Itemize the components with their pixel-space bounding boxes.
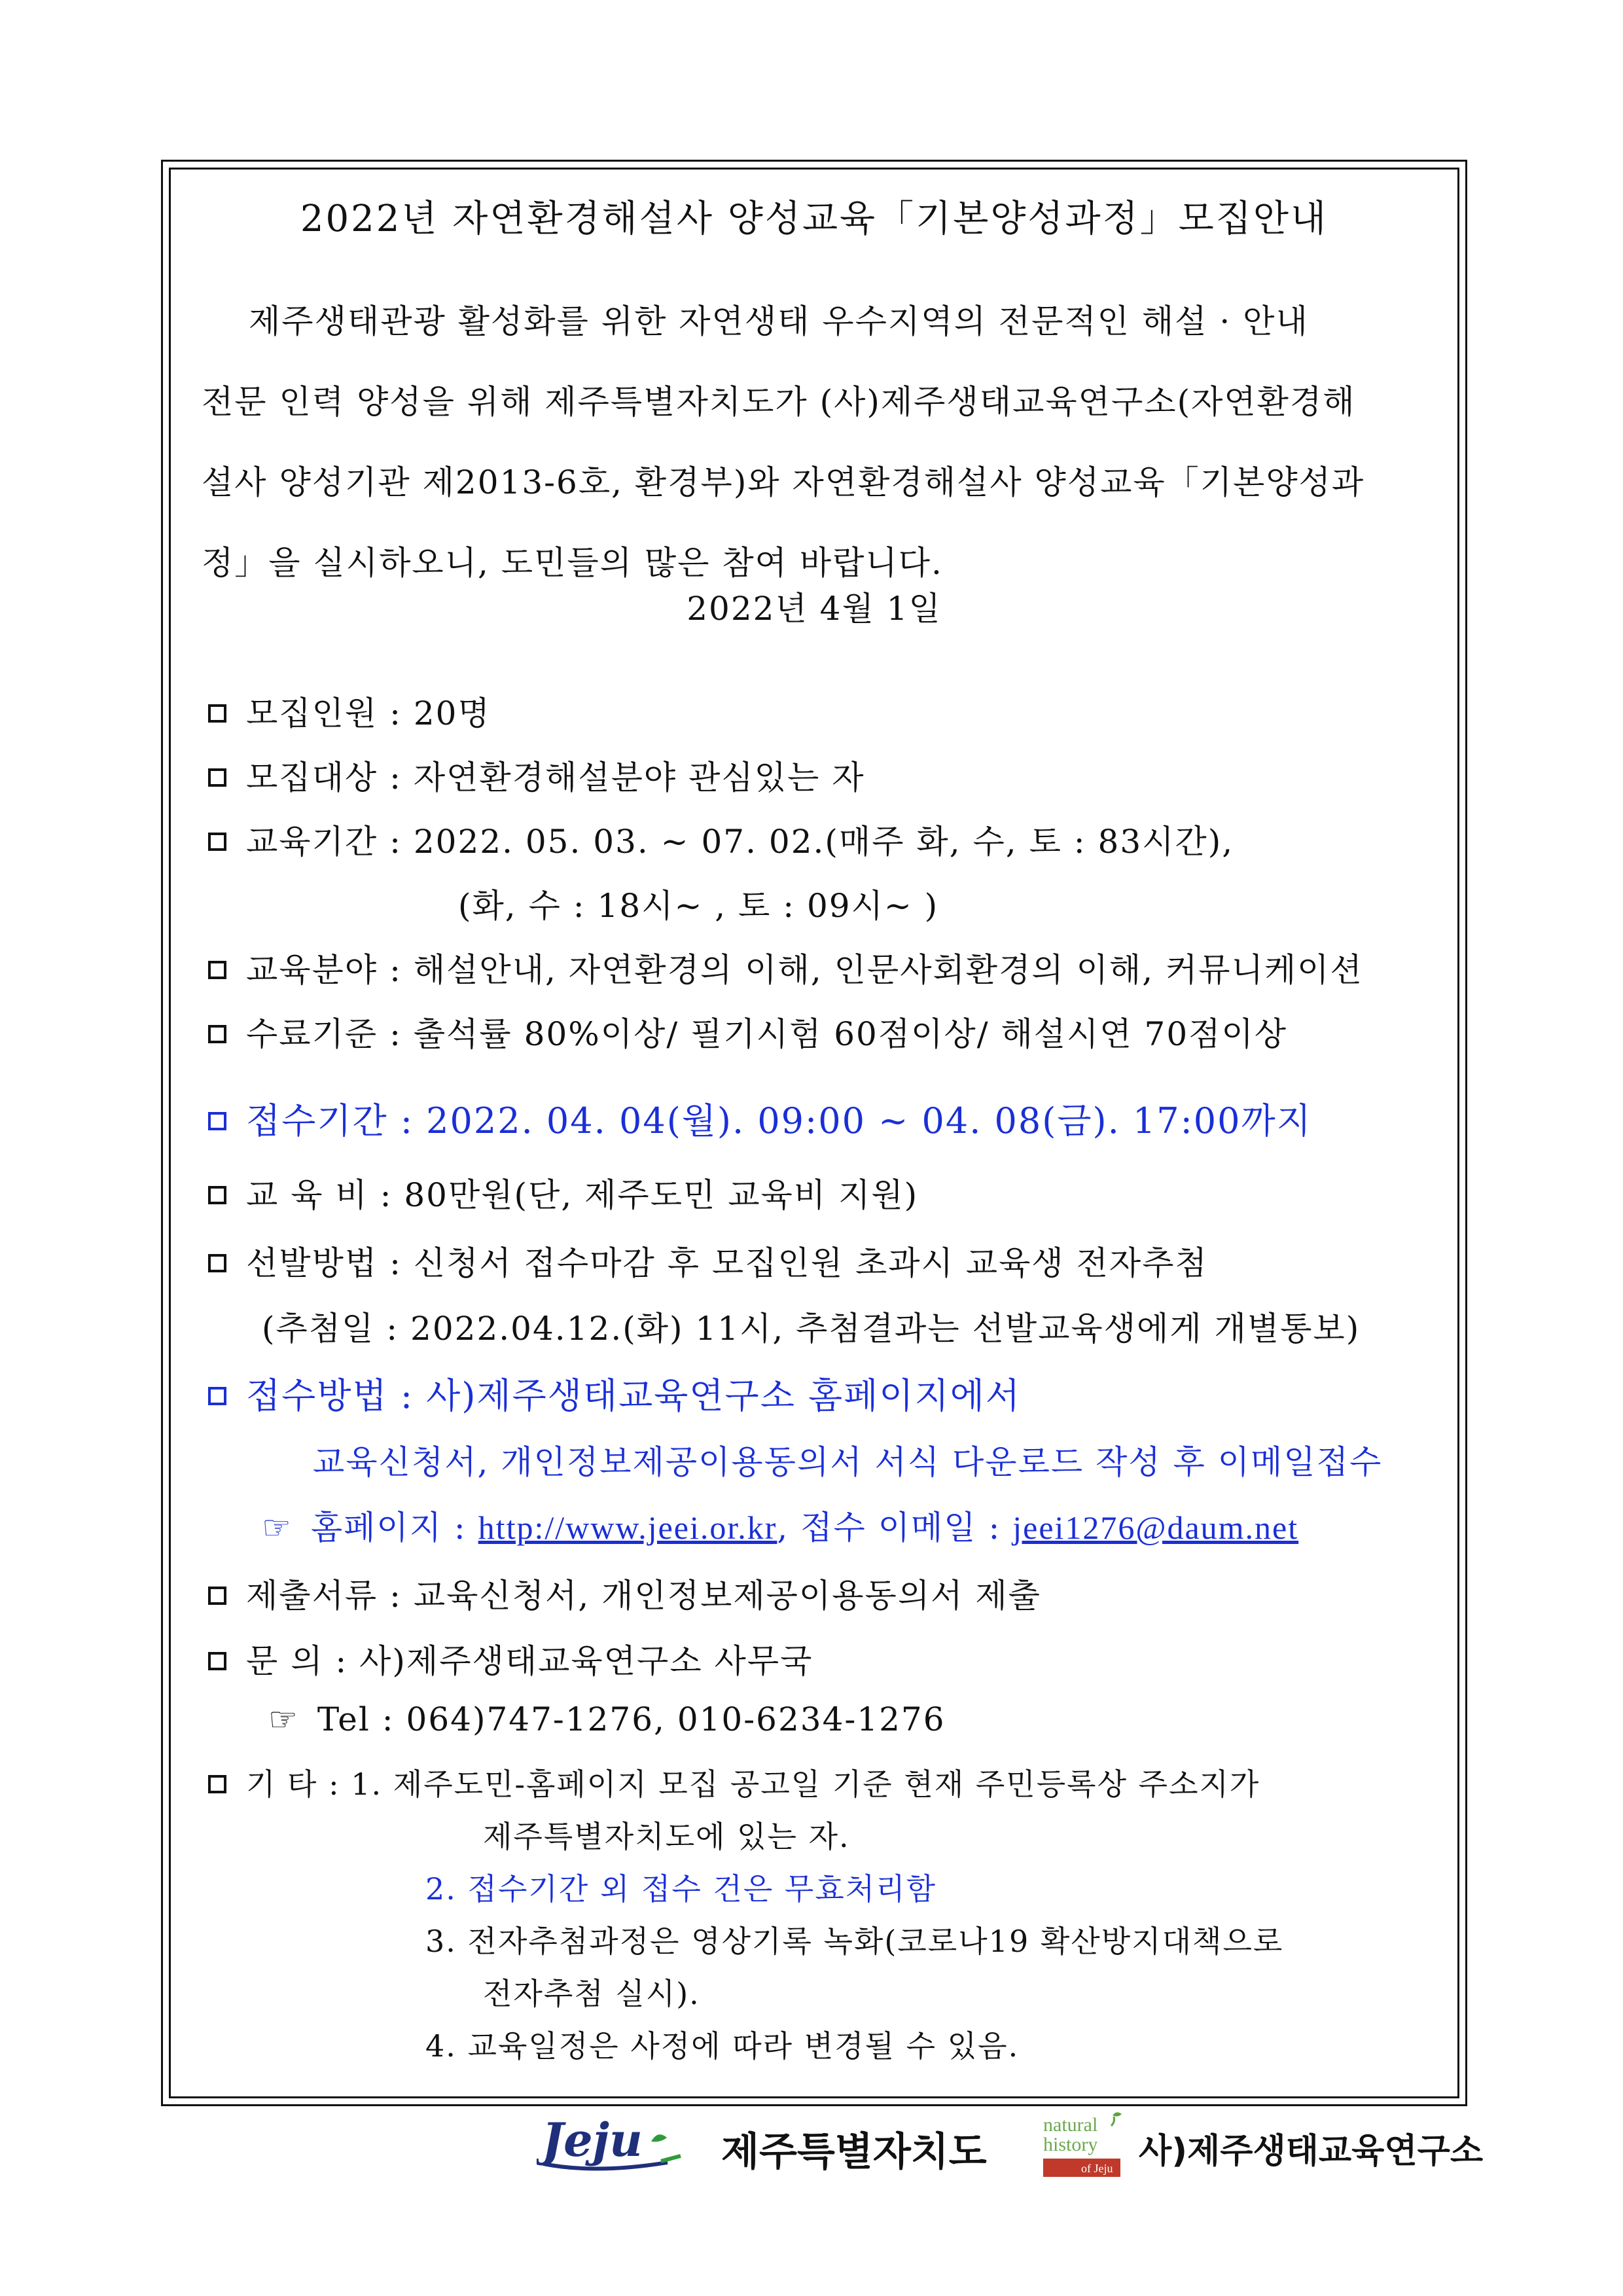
item-tel: ☞ Tel : 064)747-1276, 010-6234-1276 (268, 1700, 946, 1738)
jeju-logo (537, 2115, 700, 2174)
item-field: 교육분야 : 해설안내, 자연환경의 이해, 인문사회환경의 이해, 커뮤니케이션 (208, 944, 1363, 991)
item-period-time: (화, 수 : 18시~ , 토 : 09시~ ) (458, 887, 939, 925)
checkbox-icon (208, 1587, 226, 1605)
item-selection-note: (추첨일 : 2022.04.12.(화) 11시, 추첨결과는 선발교육생에게 개별통보) (262, 1310, 1361, 1348)
email-link[interactable]: jeei1276@daum.net (1012, 1509, 1299, 1546)
item-fee: 교 육 비 : 80만원(단, 제주도민 교육비 지원) (208, 1169, 918, 1216)
homepage-link[interactable]: http://www.jeei.or.kr (478, 1509, 777, 1546)
checkbox-icon (208, 1254, 226, 1272)
svg-text:of Jeju: of Jeju (1081, 2162, 1113, 2175)
checkbox-icon (208, 704, 226, 723)
item-target: 모집대상 : 자연환경해설분야 관심있는 자 (208, 751, 865, 798)
notice-title: 2022년 자연환경해설사 양성교육「기본양성과정」모집안내 (300, 198, 1329, 240)
intro-line: 정」을 실시하오니, 도민들의 많은 참여 바랍니다. (202, 544, 943, 582)
checkbox-icon (208, 1112, 226, 1130)
checkbox-icon (208, 1025, 226, 1043)
checkbox-icon (208, 833, 226, 851)
notice-date: 2022년 4월 1일 (687, 590, 942, 628)
svg-text:history: history (1043, 2134, 1098, 2155)
item-application-method: 접수방법 : 사)제주생태교육연구소 홈페이지에서 (208, 1368, 1021, 1418)
item-recruit-count: 모집인원 : 20명 (208, 687, 491, 734)
checkbox-icon (208, 768, 226, 787)
item-documents: 제출서류 : 교육신청서, 개인정보제공이용동의서 제출 (208, 1570, 1041, 1617)
province-name: 제주특별자치도 (721, 2129, 987, 2175)
intro-line: 전문 인력 양성을 위해 제주특별자치도가 (사)제주생태교육연구소(자연환경해 (202, 383, 1356, 421)
item-etc-2: 2. 접수기간 외 접수 건은 무효처리함 (425, 1871, 937, 1907)
item-etc: 기 타 : 1. 제주도민-홈페이지 모집 공고일 기준 현재 주민등록상 주소지가 (208, 1761, 1260, 1804)
intro-paragraph (202, 281, 1425, 603)
svg-text:natural: natural (1043, 2114, 1098, 2136)
intro-line: 제주생태관광 활성화를 위한 자연생태 우수지역의 전문적인 해설 · 안내 (249, 302, 1309, 340)
item-inquiry: 문 의 : 사)제주생태교육연구소 사무국 (208, 1635, 813, 1682)
item-period: 교육기간 : 2022. 05. 03. ~ 07. 02.(매주 화, 수, 토 : 83시간), (208, 816, 1234, 863)
checkbox-icon (208, 1775, 226, 1793)
checkbox-icon (208, 1186, 226, 1204)
pointing-hand-icon: ☞ (262, 1509, 293, 1547)
item-etc-3b: 전자추첨 실시). (483, 1976, 700, 2011)
natural-history-logo (1041, 2109, 1132, 2181)
item-selection: 선발방법 : 신청서 접수마감 후 모집인원 초과시 교육생 전자추첨 (208, 1237, 1208, 1284)
item-etc-4: 4. 교육일정은 사정에 따라 변경될 수 있음. (425, 2028, 1020, 2064)
intro-line: 설사 양성기관 제2013-6호, 환경부)와 자연환경해설사 양성교육「기본양성과 (202, 463, 1365, 501)
checkbox-icon (208, 1387, 226, 1405)
item-reception-period: 접수기간 : 2022. 04. 04(월). 09:00 ~ 04. 08(금). 17:00까지 (208, 1093, 1312, 1143)
checkbox-icon (208, 961, 226, 979)
item-completion: 수료기준 : 출석률 80%이상/ 필기시험 60점이상/ 해설시연 70점이상 (208, 1008, 1287, 1055)
item-etc-1b: 제주특별자치도에 있는 자. (483, 1819, 850, 1854)
item-method-detail: 교육신청서, 개인정보제공이용동의서 서식 다운로드 작성 후 이메일접수 (313, 1443, 1383, 1481)
item-etc-3a: 3. 전자추첨과정은 영상기록 녹화(코로나19 확산방지대책으로 (425, 1924, 1284, 1959)
svg-text:Jeju: Jeju (542, 2115, 643, 2167)
checkbox-icon (208, 1652, 226, 1670)
institute-name: 사)제주생태교육연구소 (1139, 2132, 1484, 2171)
item-contact-links: ☞ 홈페이지 : http://www.jeei.or.kr, 접수 이메일 : jeei1276@daum.net (262, 1509, 1299, 1547)
pointing-hand-icon: ☞ (268, 1700, 299, 1738)
